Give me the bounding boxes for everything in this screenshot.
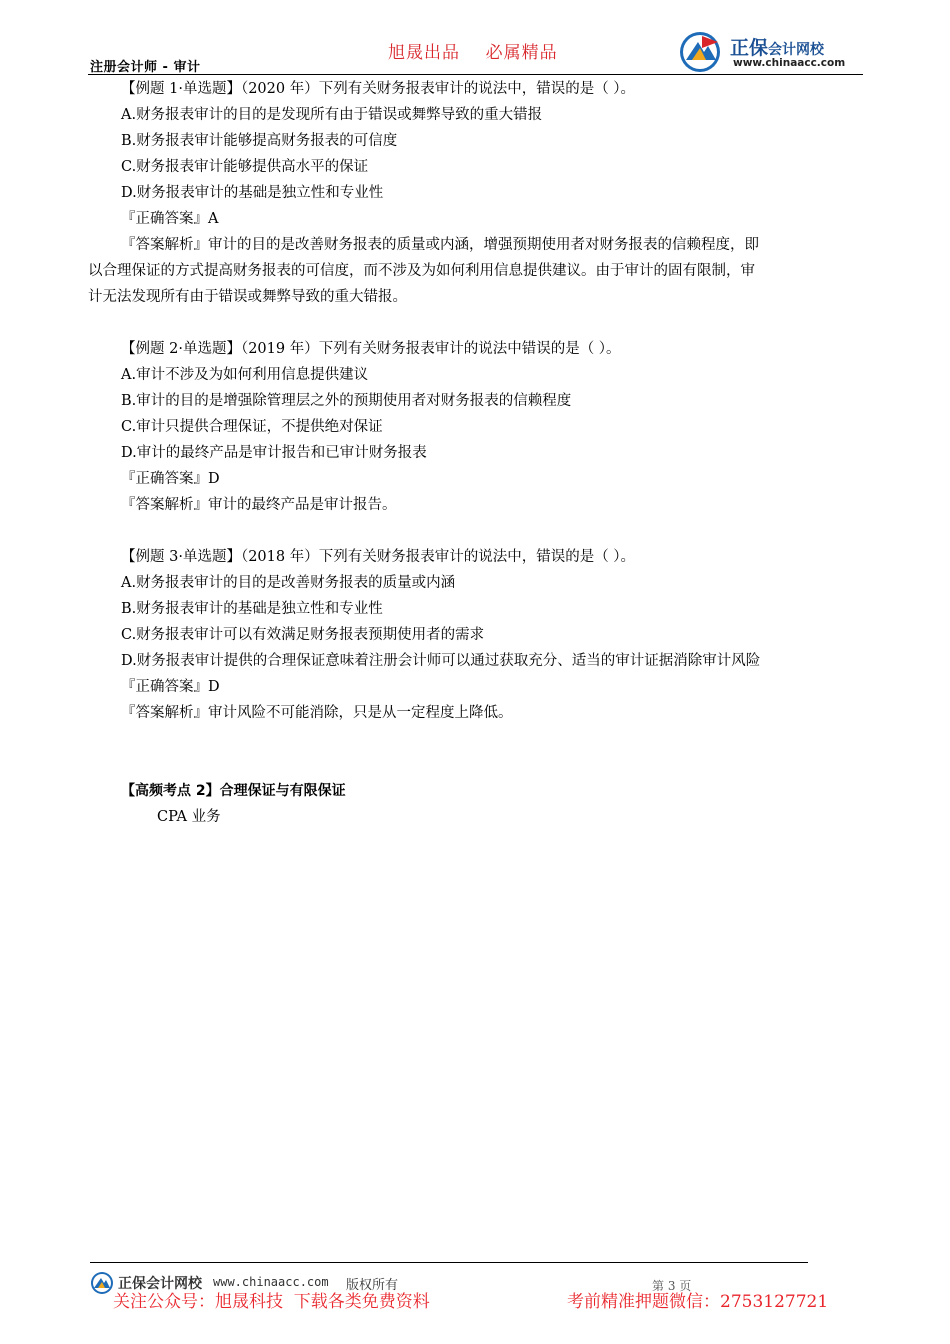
option-b: B.财务报表审计的基础是独立性和专业性 [121,601,383,617]
option-a: A.审计不涉及为如何利用信息提供建议 [121,367,369,383]
option-b: B.财务报表审计能够提高财务报表的可信度 [121,133,398,149]
question-3 [121,544,866,726]
logo-url: www.chinaacc.com [733,57,846,69]
explanation-line: 计无法发现所有由于错误或舞弊导致的重大错报。 [88,289,407,305]
explanation-line: 『答案解析』审计风险不可能消除，只是从一定程度上降低。 [121,705,513,721]
spacer [121,518,866,544]
question-stem: 【例题 2·单选题】（2019 年）下列有关财务报表审计的说法中错误的是（ ）。 [121,341,621,357]
promo-left: 关注公众号：旭晟科技 下载各类免费资料 [113,1292,430,1312]
correct-answer: 『正确答案』D [121,679,220,695]
logo-name [730,33,824,60]
correct-answer: 『正确答案』A [121,211,219,227]
option-c: C.财务报表审计可以有效满足财务报表预期使用者的需求 [121,627,485,643]
logo-name-small: 会计网校 [768,42,825,58]
chinaacc-logo [678,30,863,74]
correct-answer: 『正确答案』D [121,471,220,487]
option-d: D.财务报表审计的基础是独立性和专业性 [121,185,384,201]
option-d: D.审计的最终产品是审计报告和已审计财务报表 [121,445,427,461]
footer-copyright: 版权所有 [346,1278,399,1293]
option-c: C.财务报表审计能够提供高水平的保证 [121,159,369,175]
option-a: A.财务报表审计的目的是发现所有由于错误或舞弊导致的重大错报 [121,107,543,123]
page-number: 第 3 页 [652,1279,692,1293]
promo-right: 考前精准押题微信：2753127721 [567,1292,829,1312]
footer-brand: 正保会计网校 [118,1276,202,1292]
option-c: C.审计只提供合理保证，不提供绝对保证 [121,419,383,435]
key-point-title: 【高频考点 2】合理保证与有限保证 [121,783,346,799]
option-b: B.审计的目的是增强除管理层之外的预期使用者对财务报表的信赖程度 [121,393,572,409]
option-a: A.财务报表审计的目的是改善财务报表的质量或内涵 [121,575,456,591]
option-d: D.财务报表审计提供的合理保证意味着注册会计师可以通过获取充分、适当的审计证据消除审计风险 [121,653,761,669]
logo-mark-icon [678,30,724,74]
question-2 [121,336,866,518]
question-stem: 【例题 1·单选题】（2020 年）下列有关财务报表审计的说法中，错误的是（ ）。 [121,81,636,97]
explanation-line: 『答案解析』审计的目的是改善财务报表的质量或内涵，增强预期使用者对财务报表的信赖程度，即 [121,237,759,253]
spacer [121,726,866,778]
footer-divider [90,1262,808,1263]
question-stem: 【例题 3·单选题】（2018 年）下列有关财务报表审计的说法中，错误的是（ ）。 [121,549,636,565]
spacer [121,310,866,336]
footer-logo-icon [90,1271,114,1295]
key-point-subtitle: CPA 业务 [157,809,221,825]
subject-title: 注册会计师 - 审计 [90,60,201,75]
question-1 [88,76,866,310]
document-body [88,76,866,830]
slogan: 旭晟出品 必属精品 [388,43,558,63]
explanation-line: 以合理保证的方式提高财务报表的可信度，而不涉及为如何利用信息提供建议。由于审计的固有限制，审 [88,263,755,279]
explanation-line: 『答案解析』审计的最终产品是审计报告。 [121,497,397,513]
logo-name-big: 正保 [730,37,769,59]
header-divider [88,74,863,75]
footer-url: www.chinaacc.com [213,1275,329,1289]
